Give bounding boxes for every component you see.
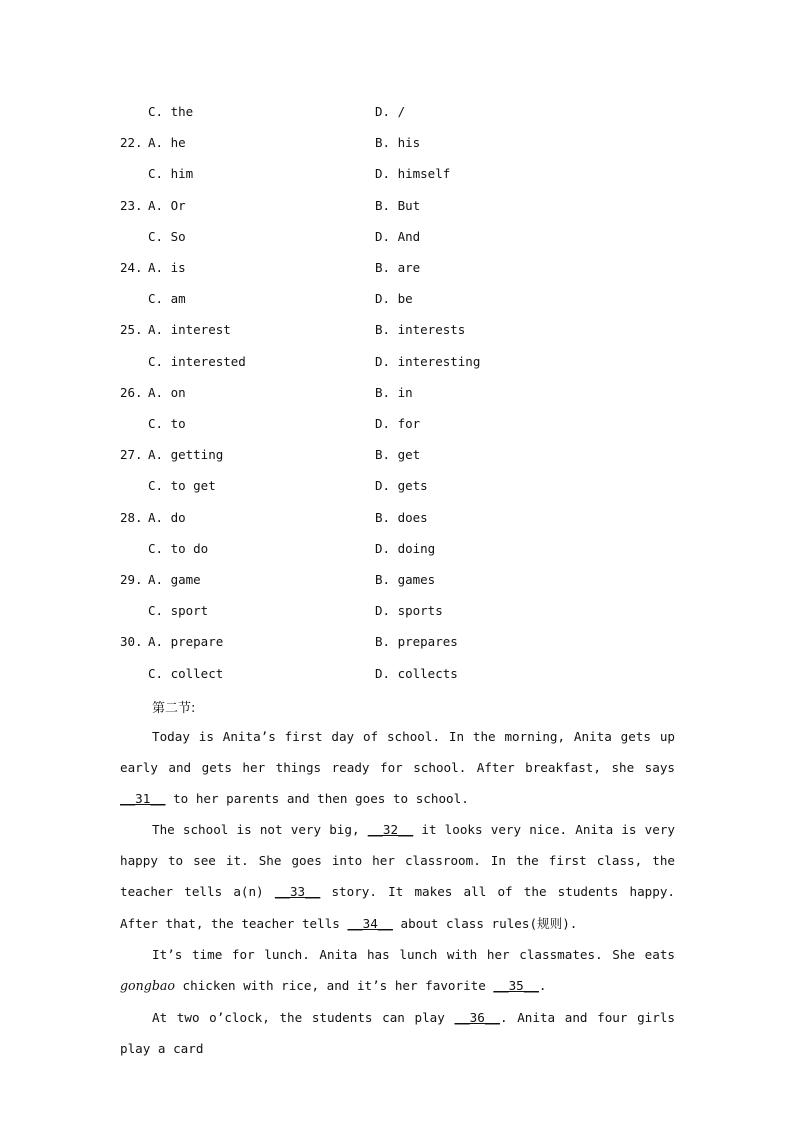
option-right: D. gets — [375, 478, 428, 494]
option-row — [0, 447, 794, 467]
option-right: B. interests — [375, 322, 466, 338]
question-number: 28. — [120, 509, 143, 525]
paragraph-2 — [120, 814, 675, 939]
option-row — [0, 291, 794, 311]
paragraph-text: it looks very nice. Anita is very happy to see it. She goes into her classroom. In the first class, the teacher tells a(n) — [120, 822, 675, 900]
option-row — [0, 322, 794, 342]
paragraph-text: Today is Anita’s first day of school. In the morning, Anita gets up early and gets her things ready for school. After breakfast, she says — [120, 729, 675, 776]
option-left: A. is — [148, 260, 186, 275]
blank-34: __34__ — [347, 915, 393, 931]
question-number: 22. — [120, 135, 143, 151]
option-left: C. him — [148, 166, 194, 182]
paragraph-text: At two o’clock, the students can play — [152, 1010, 455, 1025]
option-row — [0, 104, 794, 124]
option-left: A. on — [148, 384, 186, 400]
option-row — [0, 603, 794, 623]
option-row — [0, 510, 794, 530]
option-row — [0, 416, 794, 436]
paragraph-text: to her parents and then goes to school. — [165, 791, 469, 807]
paragraph-text: . Anita and four girls play a card — [120, 1010, 675, 1057]
question-number: 26. — [120, 384, 143, 400]
option-row — [0, 634, 794, 654]
option-right: B. does — [375, 509, 428, 525]
option-right: D. for — [375, 416, 421, 431]
option-left: C. to get — [148, 478, 216, 494]
option-left: C. am — [148, 291, 186, 307]
option-right: B. games — [375, 572, 436, 587]
blank-35: __35__ — [493, 978, 539, 994]
option-right: D. himself — [375, 166, 451, 182]
paragraph-1 — [120, 721, 675, 815]
option-row — [0, 135, 794, 155]
blank-36: __36__ — [454, 1010, 500, 1025]
paragraph-3 — [120, 939, 675, 1001]
blank-32: __32__ — [367, 822, 414, 837]
option-row — [0, 541, 794, 561]
option-left: A. do — [148, 509, 186, 525]
blank-33: __33__ — [274, 884, 321, 900]
paragraph-text: It’s time for lunch. Anita has lunch with her classmates. She eats — [152, 947, 675, 962]
section-title: 第二节: — [152, 701, 196, 716]
option-right: D. collects — [375, 665, 458, 681]
question-number: 27. — [120, 447, 143, 463]
option-left: C. So — [148, 228, 186, 244]
option-row — [0, 166, 794, 186]
option-left: A. game — [148, 572, 201, 587]
question-number: 23. — [120, 197, 143, 213]
option-right: B. in — [375, 384, 413, 400]
option-left: C. interested — [148, 353, 246, 369]
option-right: D. interesting — [375, 353, 481, 369]
option-right: D. sports — [375, 603, 443, 619]
option-left: C. to — [148, 416, 186, 431]
option-row — [0, 198, 794, 218]
option-left: C. the — [148, 104, 194, 119]
option-right: D. And — [375, 228, 421, 244]
question-number: 29. — [120, 572, 143, 587]
option-row — [0, 478, 794, 498]
option-right: B. his — [375, 135, 421, 151]
option-row — [0, 260, 794, 280]
italic-word: gongbao — [120, 978, 175, 994]
paragraph-4 — [120, 1002, 675, 1064]
paragraph-text: story. It makes all of the students happy. After that, the teacher tells — [120, 884, 676, 931]
paragraph-text: chicken with rice, and it’s her favorite — [174, 978, 494, 994]
option-right: D. / — [375, 104, 406, 119]
option-row — [0, 666, 794, 686]
option-right: B. are — [375, 260, 421, 275]
option-right: B. But — [375, 197, 421, 213]
blank-31: __31__ — [120, 791, 166, 807]
option-right: B. get — [375, 447, 421, 463]
question-number: 24. — [120, 260, 143, 275]
option-right: B. prepares — [375, 634, 458, 650]
option-row — [0, 229, 794, 249]
question-number: 25. — [120, 322, 143, 338]
option-left: C. collect — [148, 665, 224, 681]
option-left: A. Or — [148, 197, 186, 213]
option-left: C. to do — [148, 540, 209, 556]
paragraph-text: about class rules(规则). — [392, 915, 578, 931]
option-row — [0, 354, 794, 374]
option-right: D. doing — [375, 540, 436, 556]
option-right: D. be — [375, 291, 413, 307]
option-row — [0, 572, 794, 592]
option-left: A. interest — [148, 322, 231, 338]
option-left: A. prepare — [148, 634, 224, 650]
option-left: A. he — [148, 135, 186, 151]
option-left: C. sport — [148, 603, 209, 619]
paragraph-text: . — [538, 978, 547, 994]
paragraph-text: The school is not very big, — [152, 822, 368, 837]
question-number: 30. — [120, 634, 143, 650]
option-left: A. getting — [148, 447, 224, 463]
option-row — [0, 385, 794, 405]
